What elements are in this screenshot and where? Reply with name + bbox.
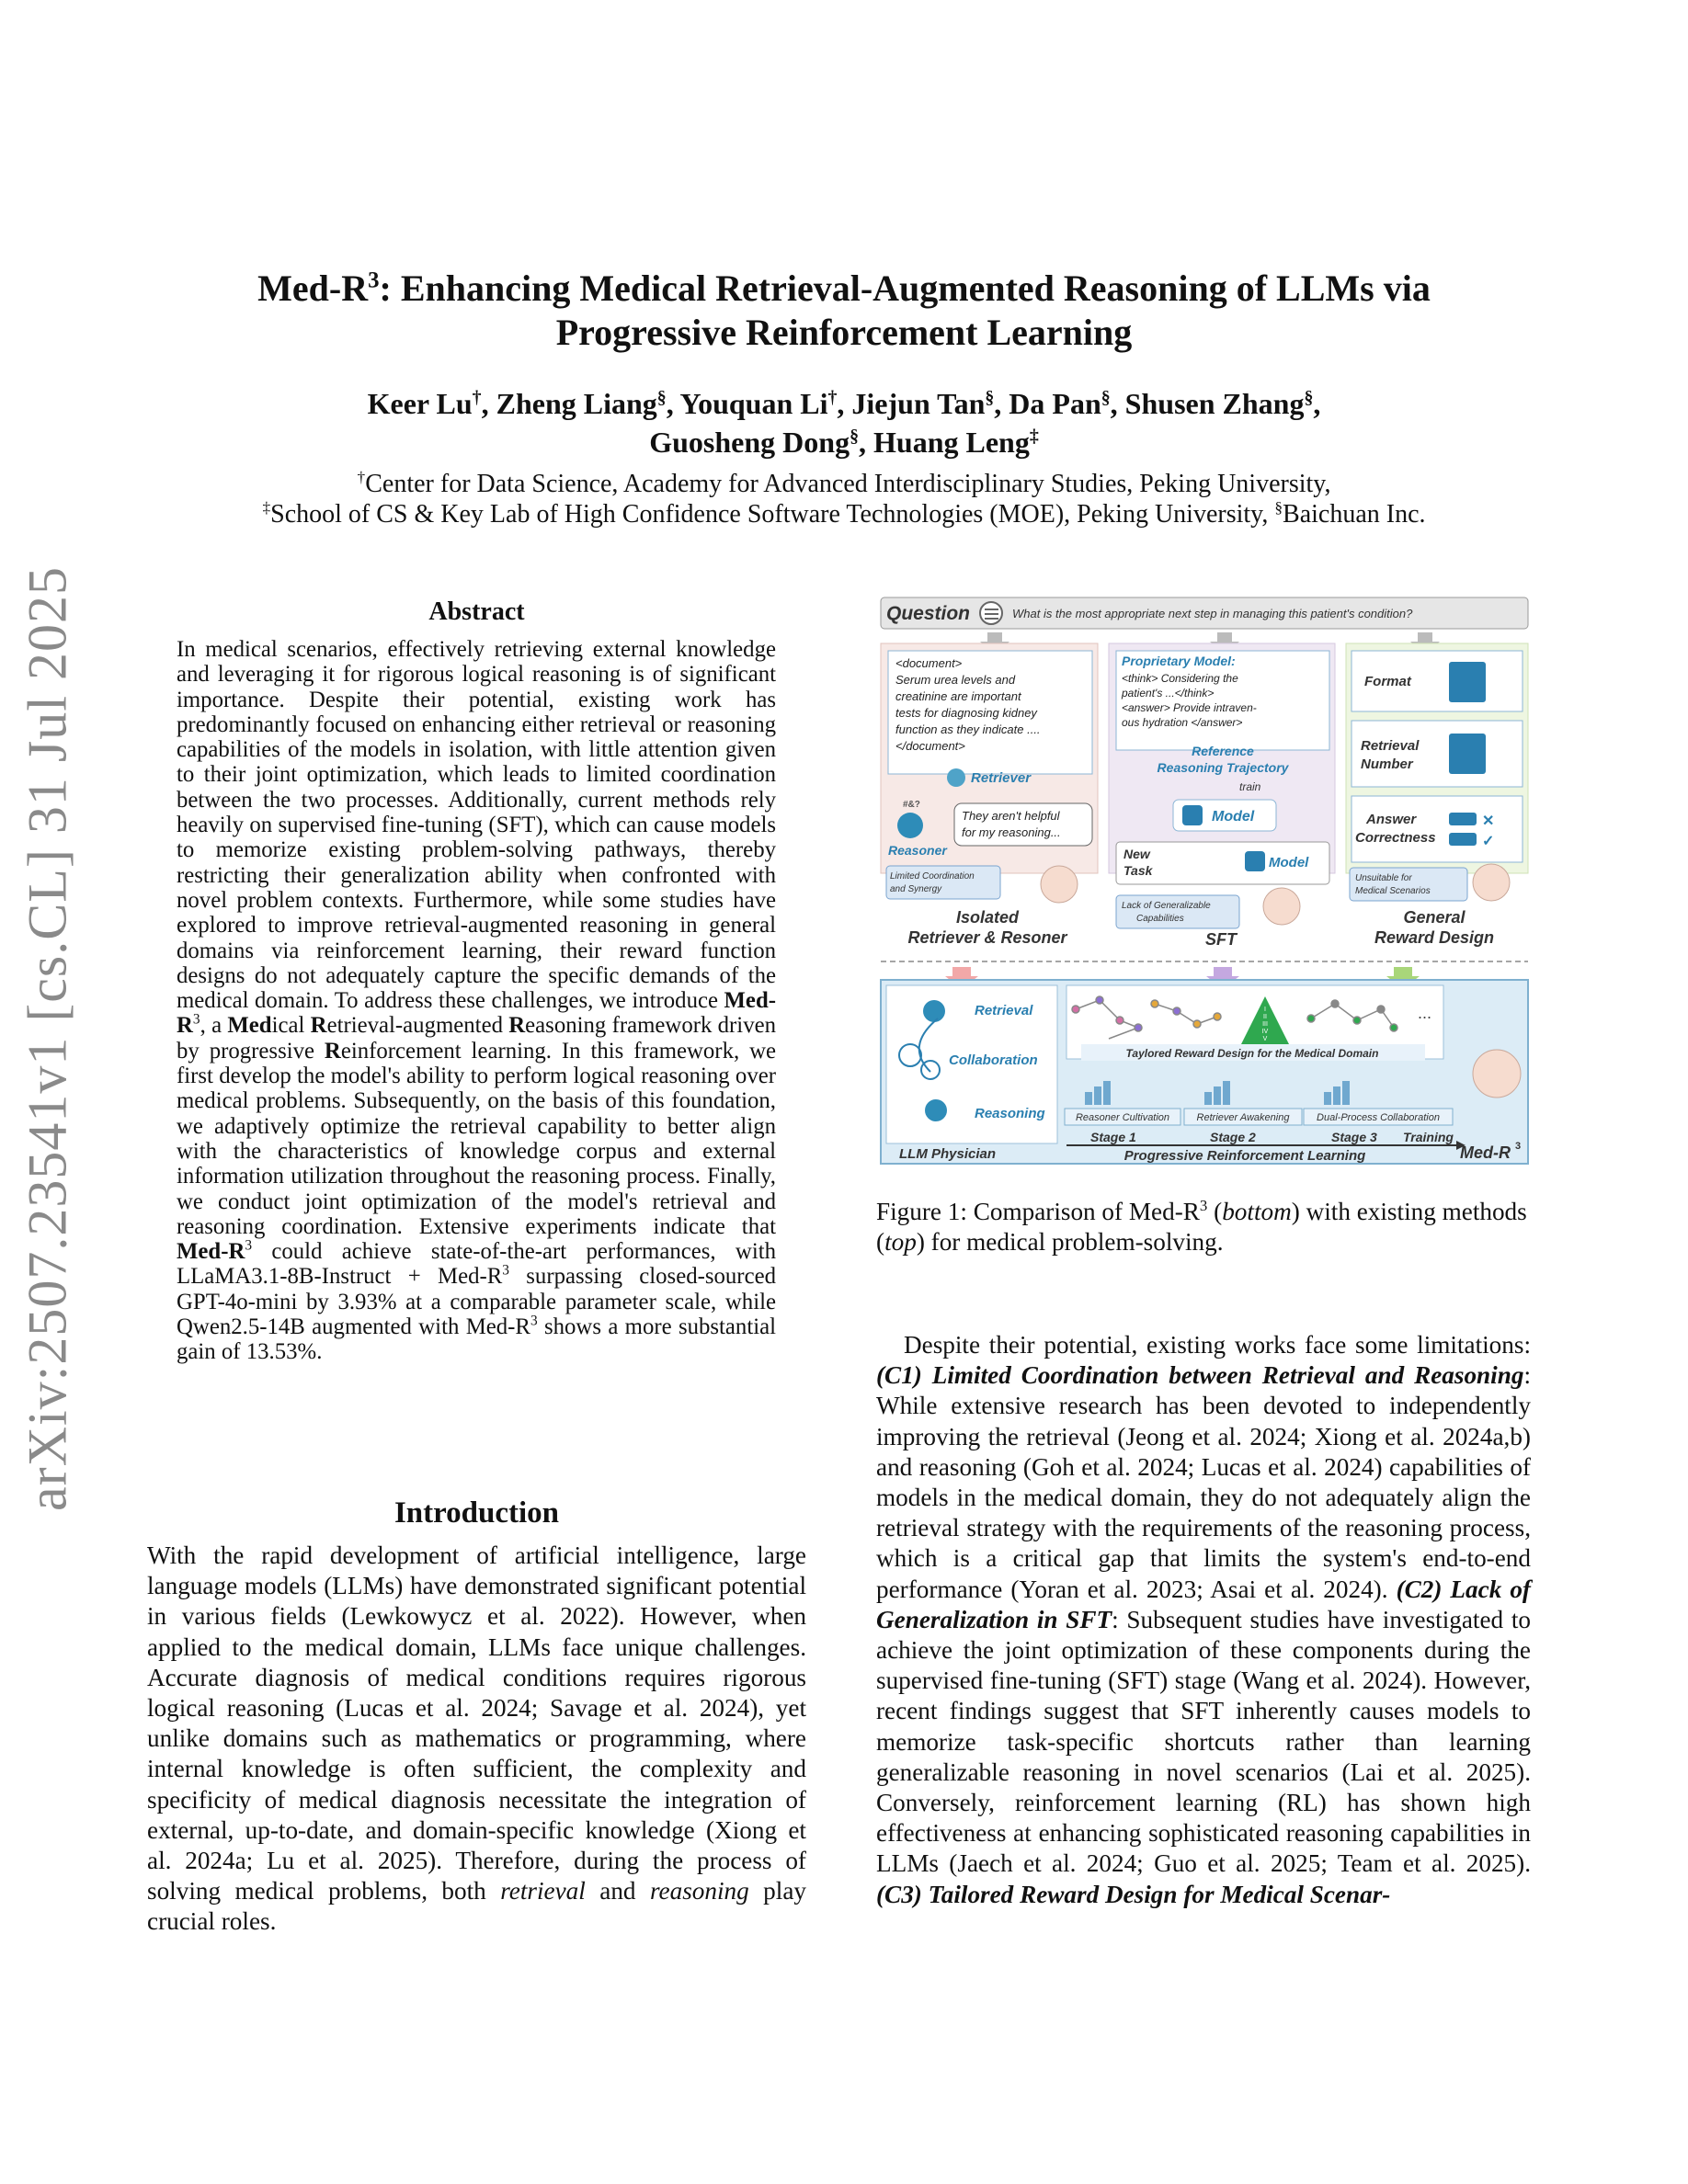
tri-level: IV	[1261, 1029, 1269, 1035]
author-mark: §	[850, 426, 859, 447]
form-icon	[1449, 662, 1486, 702]
title-rest: : Enhancing Medical Retrieval-Augmented Reasoning of LLMs via	[379, 267, 1431, 309]
fig-llm-physician: LLM Physician	[899, 1146, 997, 1162]
affiliations	[147, 469, 1541, 529]
prop-line: <think> Considering the	[1122, 672, 1238, 685]
stage-label: Training	[1403, 1130, 1454, 1144]
new-task-line: Task	[1123, 863, 1153, 878]
author-mark: §	[985, 387, 995, 408]
right-column-body: Despite their potential, existing works face some limitations: (C1) Limited Coordination between Retrieval and Reasoning: While extensive research has been devoted to independently improving the retrieval (Jeong et al. 2024; Xiong et al. 2024a,b) and reasoning (Goh et al. 2024; Lucas et al. 2024) capabilities of models in the medical domain, they do not adequately align the retrieval strategy with the requirements of the reasoning process, which is a critical gap that limits the system's end-to-end performance (Yoran et al. 2023; Asai et al. 2024). (C2) Lack of Generalization in SFT: Subsequent studies have investigated to achieve the joint optimization of these components during the supervised fine-tuning (SFT) stage (Wang et al. 2024). However, recent findings suggest that SFT inherently causes models to memorize task-specific shortcuts rather than learning generalizable reasoning in novel scenarios (Lai et al. 2025). Conversely, reinforcement learning (RL) has shown high effectiveness at enhancing sophisticated reasoning capabilities in LLMs (Jaech et al. 2024; Guo et al. 2025; Team et al. 2025). (C3) Tailored Reward Design for Medical Scenar-	[876, 1331, 1531, 1908]
figure-caption: Figure 1: Comparison of Med-$R^3$ (bottom) with existing methods (top) for medical problem-solving.	[876, 1196, 1527, 1256]
affil-mark: §	[1274, 498, 1283, 517]
doc-line: <document>	[895, 656, 963, 670]
stage-name: Retriever Awakening	[1196, 1112, 1290, 1123]
doc-line: tests for diagnosing kidney	[895, 706, 1037, 720]
author-name: Zheng Liang	[496, 387, 657, 420]
sft-label: SFT	[1205, 930, 1237, 949]
reasoner-bubble-line: for my reasoning...	[962, 825, 1061, 839]
robot-icon	[1182, 805, 1203, 825]
new-task-line: New	[1123, 847, 1150, 861]
stage-name: Reasoner Cultivation	[1075, 1112, 1170, 1123]
reasoner-icon	[897, 813, 923, 838]
authors-line-2: Guosheng Dong§, Huang Leng‡	[649, 426, 1039, 459]
tri-level: III	[1262, 1021, 1268, 1028]
ref-traj-line: Reasoning Trajectory	[1157, 760, 1289, 775]
author-mark: †	[827, 387, 838, 408]
doc-line: Serum urea levels and	[895, 673, 1016, 687]
title-line-1	[147, 267, 1541, 311]
sad-face-icon	[1041, 866, 1078, 903]
author-list	[147, 384, 1541, 461]
sad-face-icon	[1263, 888, 1300, 925]
tri-level: I	[1264, 1007, 1266, 1013]
happy-face-icon	[1473, 1050, 1521, 1098]
stage-label: Stage 1	[1090, 1130, 1136, 1144]
paper-title	[147, 267, 1541, 355]
title-sup: 3	[368, 267, 380, 293]
reasoner-bubble-line: They aren't helpful	[962, 809, 1060, 823]
affil-mark: †	[357, 468, 366, 486]
author-name: Da Pan	[1009, 387, 1101, 420]
author-mark: §	[1101, 387, 1111, 408]
limited-coord-line: and Synergy	[890, 884, 942, 894]
introduction-heading: Introduction	[393, 1496, 560, 1530]
author-name: Keer Lu	[367, 387, 473, 420]
c1-heading: (C1) Limited Coordination between Retrieval and Reasoning	[876, 1361, 1524, 1390]
doc-line: </document>	[895, 739, 965, 753]
retriever-icon	[947, 768, 965, 787]
title-medr: Med-R	[257, 267, 369, 309]
fig-tailored: Taylored Reward Design for the Medical Domain	[1125, 1047, 1379, 1060]
fig-reasoner-mark: #&?	[903, 800, 920, 810]
fig-ellipsis: ...	[1418, 1004, 1432, 1022]
retrieval-number-line: Retrieval	[1361, 738, 1420, 754]
fig-medr: Med-R	[1460, 1143, 1511, 1162]
lack-gen-line: Capabilities	[1136, 914, 1184, 924]
isolated-title: Isolated	[955, 908, 1020, 927]
affil-text: School of CS & Key Lab of High Confidence Software Technologies (MOE), Peking University,	[270, 500, 1275, 529]
prop-model-label: Proprietary Model:	[1122, 654, 1236, 668]
retrieval-number-line: Number	[1361, 756, 1413, 772]
fig-question-label: Question	[886, 603, 971, 624]
unsuitable-line: Unsuitable for	[1355, 873, 1412, 883]
affiliation-2	[147, 499, 1541, 529]
stage-label: Stage 3	[1331, 1130, 1377, 1144]
affil-mark: ‡	[262, 498, 271, 517]
fig-collaboration: Collaboration	[949, 1052, 1038, 1068]
fig-question-text: What is the most appropriate next step in managing this patient's condition?	[1012, 607, 1413, 620]
robot-icon	[1245, 851, 1265, 871]
fig-medr-sup: 3	[1515, 1141, 1522, 1152]
svg-text:✕: ✕	[1482, 813, 1495, 829]
title-line-2: Progressive Reinforcement Learning	[555, 312, 1133, 353]
prop-line: ous hydration </answer>	[1122, 716, 1243, 729]
fig-reasoning: Reasoning	[975, 1106, 1045, 1121]
abstract-heading: Abstract	[428, 597, 525, 626]
fig-reasoner: Reasoner	[888, 843, 947, 858]
sad-face-icon	[1473, 864, 1510, 901]
fig-model-2: Model	[1269, 855, 1309, 870]
general-reward-line: Reward Design	[1374, 928, 1495, 947]
author-mark: §	[1304, 387, 1314, 408]
answer-correctness-line: Answer	[1366, 812, 1417, 827]
answer-correctness-line: Correctness	[1355, 830, 1436, 846]
train-label: train	[1239, 780, 1261, 793]
database-search-icon	[1449, 734, 1486, 774]
general-reward-line: General	[1403, 908, 1466, 927]
format-label: Format	[1364, 674, 1411, 689]
figure-1	[879, 596, 1532, 1167]
isolated-title: Retriever & Resoner	[907, 928, 1067, 947]
stage-name: Dual-Process Collaboration	[1317, 1112, 1440, 1123]
retrieval-icon	[923, 1000, 945, 1022]
authors-line-1: Keer Lu†, Zheng Liang§, Youquan Li†, Jiejun Tan§, Da Pan§, Shusen Zhang§,	[367, 387, 1321, 420]
affiliation-1	[147, 469, 1541, 499]
c2-heading: (C2) Lack of Generalization in SFT	[876, 1575, 1531, 1633]
reasoning-icon	[925, 1099, 947, 1121]
limited-coord-line: Limited Coordination	[890, 871, 975, 882]
tri-level: V	[1262, 1036, 1268, 1042]
arxiv-identifier-text: arXiv:2507.23541v1 [cs.CL] 31 Jul 2025	[17, 566, 78, 1511]
unsuitable-line: Medical Scenarios	[1355, 886, 1431, 896]
tri-level: II	[1263, 1014, 1267, 1020]
doc-line: creatinine are important	[895, 689, 1021, 703]
affil-text: Baichuan Inc.	[1283, 500, 1426, 529]
list-icon	[980, 602, 1002, 624]
doc-line: function as they indicate ....	[895, 722, 1041, 736]
c3-heading: (C3) Tailored Reward Design for Medical Scenar-	[876, 1880, 1391, 1908]
author-mark: §	[656, 387, 667, 408]
lack-gen-line: Lack of Generalizable	[1122, 901, 1211, 911]
svg-text:✓: ✓	[1482, 834, 1495, 849]
prop-line: patient's ...</think>	[1122, 687, 1215, 700]
introduction-body: With the rapid development of artificial intelligence, large language models (LLMs) have demonstrated significant potential in various fields (Lewkowycz et al. 2022). However, when applied to the medical domain, LLMs face unique challenges. Accurate diagnosis of medical conditions requires rigorous logical reasoning (Lucas et al. 2024; Savage et al. 2024), yet unlike domains such as mathematics or programming, where internal knowledge is often sufficient, the complexity and specificity of medical diagnosis necessitate the integration of external, up-to-date, and domain-specific knowledge (Xiong et al. 2024a; Lu et al. 2025). Therefore, during the process of solving medical problems, both retrieval and reasoning play crucial roles.	[147, 1541, 806, 1936]
author-name: Jiejun Tan	[851, 387, 986, 420]
author-name: Guosheng Dong	[649, 426, 850, 459]
fig-retrieval: Retrieval	[975, 1003, 1033, 1018]
author-mark: ‡	[1029, 426, 1039, 447]
author-name: Shusen Zhang	[1124, 387, 1305, 420]
fig-model: Model	[1212, 809, 1255, 825]
affil-text: Center for Data Science, Academy for Advanced Interdisciplinary Studies, Peking University,	[365, 470, 1331, 498]
fig-retriever: Retriever	[971, 770, 1032, 786]
author-name: Huang Leng	[873, 426, 1030, 459]
prop-line: <answer> Provide intraven-	[1122, 701, 1257, 714]
ref-traj-line: Reference	[1192, 744, 1254, 758]
abstract-body: In medical scenarios, effectively retrieving external knowledge and leveraging it for rigorous logical reasoning is of significant importance. Despite their potential, existing work has predominantly focused on enhancing either retrieval or reasoning capabilities of the models in isolation, with little attention given to their joint optimization, which leads to limited coordination between the two processes. Additionally, current methods rely heavily on supervised fine-tuning (SFT), which can cause models to memorize existing problem-solving pathways, thereby restricting their generalization ability when confronted with novel problem contexts. Furthermore, while some studies have explored to improve retrieval-augmented reasoning in general domains via reinforcement learning, their reward function designs do not adequately capture the specific demands of the medical domain. To address these challenges, we introduce Med-$R^3$, a Medical Retrieval-augmented Reasoning framework driven by progressive Reinforcement learning. In this framework, we first develop the model's ability to perform logical reasoning over medical problems. Subsequently, on the basis of this foundation, we adaptively optimize the retrieval capability to better align with the characteristics of knowledge corpus and external information utilization throughout the reasoning process. Finally, we conduct joint optimization of the model's retrieval and reasoning coordination. Extensive experiments indicate that Med-$R^3$ could achieve state-of-the-art performances, with LLaMA3.1-8B-Instruct + Med-$R^3$ surpassing closed-sourced GPT-4o-mini by 3.93% at a comparable parameter scale, while Qwen2.5-14B augmented with Med-$R^3$ shows a more substantial gain of 13.53%.	[177, 637, 777, 1365]
fig-progressive: Progressive Reinforcement Learning	[1123, 1148, 1366, 1164]
author-name: Youquan Li	[679, 387, 828, 420]
author-mark: †	[472, 387, 482, 408]
stage-label: Stage 2	[1210, 1130, 1256, 1144]
